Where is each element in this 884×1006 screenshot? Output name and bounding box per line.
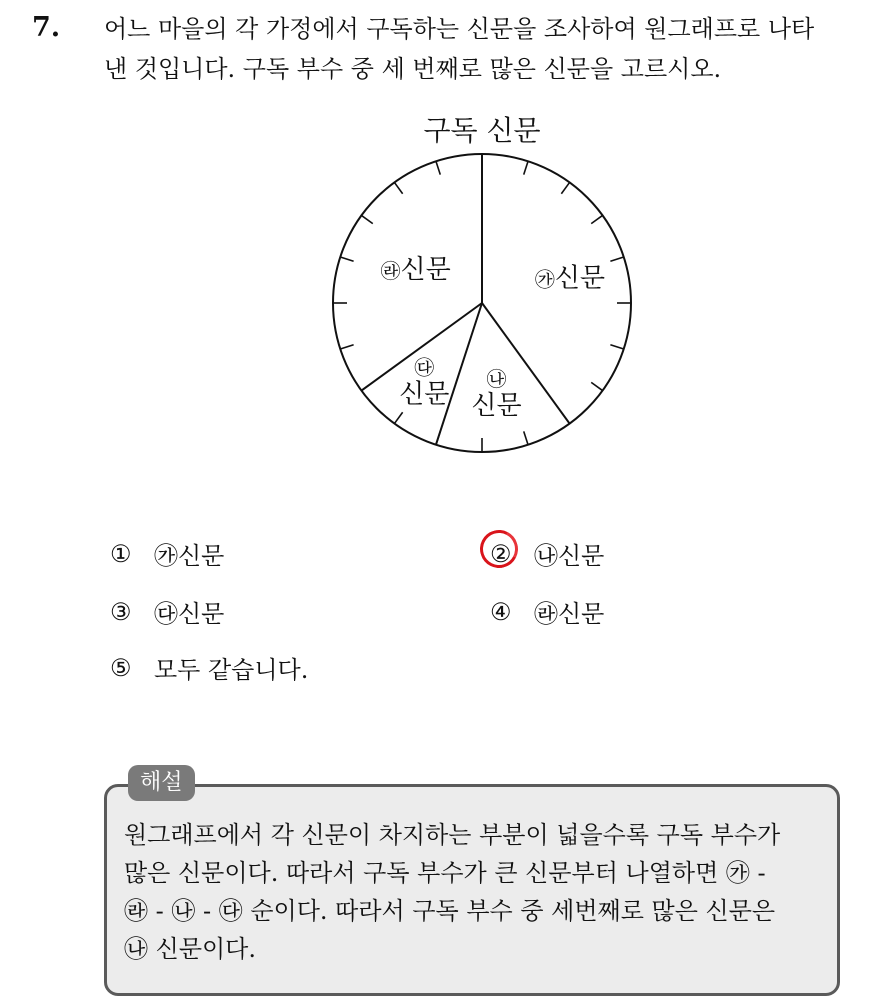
pie-chart-svg: [300, 110, 670, 470]
chart-title: 구독 신문: [423, 114, 541, 147]
pie-slice-label: [381, 255, 451, 285]
pie-tick: [610, 257, 623, 261]
choice-2-label: ㉯신문: [534, 542, 605, 570]
answer-mark-circle: [475, 525, 523, 573]
explanation-line-2: 많은 신문이다. 따라서 구독 부수가 큰 신문부터 나열하면 ㉮ -: [124, 859, 766, 887]
pie-slice-label: [471, 367, 521, 421]
question-number: 7.: [32, 12, 61, 43]
explanation-line-1: 원그래프에서 각 신문이 차지하는 부분이 넓을수록 구독 부수가: [124, 821, 781, 849]
choice-5-label: 모두 같습니다.: [154, 656, 309, 684]
pie-slice-label-text: 신문: [471, 391, 522, 422]
choice-4[interactable]: [490, 594, 604, 629]
explanation-tag: 해설: [128, 765, 195, 801]
pie-slice-label-text: 신문: [399, 379, 450, 410]
question-text-line-1: 어느 마을의 각 가정에서 구독하는 신문을 조사하여 원그래프로 나타: [104, 15, 815, 43]
pie-slice-marker: ㉯: [486, 367, 507, 392]
explanation-box: [104, 784, 840, 996]
choice-1-number: ①: [110, 539, 132, 568]
explanation-line-4: ㉯ 신문이다.: [124, 935, 256, 963]
pie-slice-label-text: ㉮신문: [534, 263, 606, 294]
pie-slice-marker: ㉰: [414, 355, 435, 380]
explanation-line-3: ㉱ - ㉯ - ㉰ 순이다. 따라서 구독 부수 중 세번째로 많은 신문은: [124, 897, 776, 925]
pie-slice-boundary: [436, 303, 482, 445]
pie-slice-label: [535, 264, 605, 294]
pie-tick: [340, 345, 353, 349]
pie-tick: [561, 182, 569, 193]
choice-4-number: ④: [490, 597, 512, 626]
choice-2-number-text: ②: [490, 539, 512, 568]
choice-3[interactable]: [110, 594, 224, 629]
choice-2[interactable]: [490, 536, 604, 571]
pie-tick: [361, 215, 372, 223]
pie-tick: [524, 161, 528, 174]
choice-2-number: [490, 540, 534, 568]
choice-5[interactable]: [110, 650, 308, 685]
choice-1[interactable]: [110, 536, 224, 571]
pie-slice-label: [399, 356, 449, 410]
choice-3-number: ③: [110, 597, 132, 626]
choice-1-label: ㉮신문: [154, 542, 225, 570]
choice-5-number: ⑤: [110, 653, 132, 682]
choice-4-label: ㉱신문: [534, 600, 605, 628]
pie-tick: [610, 345, 623, 349]
pie-slice-label-text: ㉱신문: [380, 255, 451, 286]
pie-tick: [436, 161, 440, 174]
pie-chart: [300, 110, 670, 470]
pie-tick: [394, 182, 402, 193]
pie-tick: [340, 257, 353, 261]
choice-3-label: ㉰신문: [154, 600, 225, 628]
question-text-line-2: 낸 것입니다. 구독 부수 중 세 번째로 많은 신문을 고르시오.: [104, 55, 722, 83]
pie-tick: [394, 412, 402, 423]
pie-tick: [591, 215, 602, 223]
pie-tick: [524, 431, 528, 444]
pie-tick: [591, 382, 602, 390]
